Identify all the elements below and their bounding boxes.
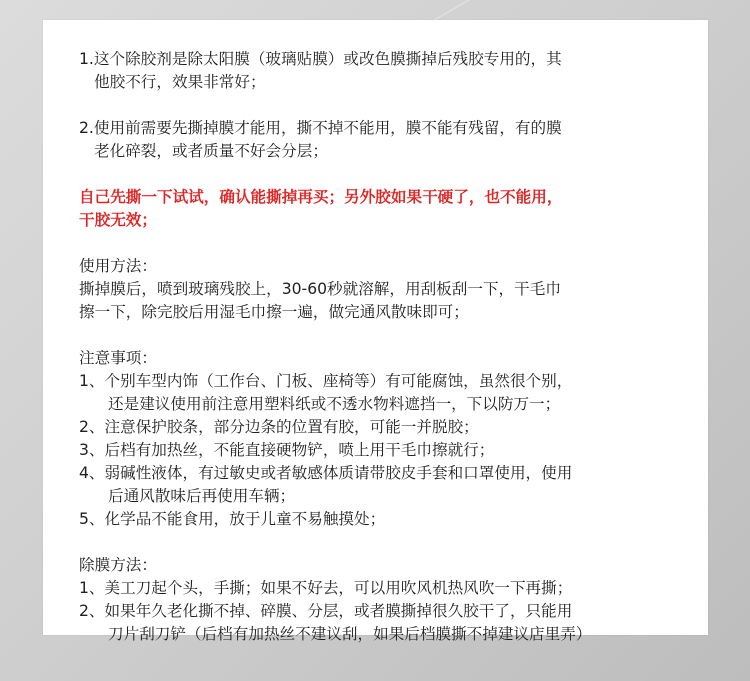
removal-section (79, 554, 678, 646)
removal-item-2: 2、如果年久老化撕不掉、碎膜、分层，或者膜撕掉很久胶干了，只能用 (79, 602, 573, 620)
removal-title: 除膜方法： (79, 556, 157, 574)
caution-item-4: 4、弱碱性液体，有过敏史或者敏感体质请带胶皮手套和口罩使用，使用 (79, 464, 573, 482)
cautions-section (79, 347, 678, 531)
warning-text (79, 186, 678, 232)
note-2-line-1: 2.使用前需要先撕掉膜才能用，撕不掉不能用，膜不能有残留，有的膜 (79, 119, 562, 137)
usage-line-1: 撕掉膜后，喷到玻璃残胶上，30-60秒就溶解，用刮板刮一下，干毛巾 (79, 280, 561, 298)
usage-section (79, 255, 678, 324)
removal-item-1: 1、美工刀起个头，手撕；如果不好去，可以用吹风机热风吹一下再撕； (79, 579, 573, 597)
warning-line-1: 自己先撕一下试试，确认能撕掉再买；另外胶如果干硬了，也不能用， (79, 188, 563, 206)
caution-item-2: 2、注意保护胶条，部分边条的位置有胶，可能一并脱胶； (79, 418, 479, 436)
usage-title: 使用方法： (79, 257, 157, 275)
instruction-card (43, 20, 708, 643)
caution-item-1-cont: 还是建议使用前注意用塑料纸或不透水物料遮挡一，下以防万一； (108, 395, 561, 413)
removal-item-2-cont: 刀片刮刀铲（后档有加热丝不建议刮，如果后档膜撕不掉建议店里弄） (108, 625, 592, 643)
caution-item-1: 1、个别车型内饰（工作台、门板、座椅等）有可能腐蚀，虽然很个别， (79, 372, 573, 390)
caution-item-4-cont: 后通风散味后再使用车辆； (108, 487, 296, 505)
warning-line-2: 干胶无效； (79, 211, 157, 229)
cautions-title: 注意事项： (79, 349, 157, 367)
caution-item-5: 5、化学品不能食用，放于儿童不易触摸处； (79, 510, 386, 528)
usage-line-2: 擦一下，除完胶后用湿毛巾擦一遍，做完通风散味即可； (79, 303, 469, 321)
note-1-line-1: 1.这个除胶剂是除太阳膜（玻璃贴膜）或改色膜撕掉后残胶专用的，其 (79, 50, 562, 68)
note-1-line-2: 他胶不行，效果非常好； (94, 73, 266, 91)
note-2-line-2: 老化碎裂，或者质量不好会分层； (94, 142, 328, 160)
note-1 (79, 48, 678, 94)
note-2 (79, 117, 678, 163)
caution-item-3: 3、后档有加热丝，不能直接硬物铲，喷上用干毛巾擦就行； (79, 441, 495, 459)
